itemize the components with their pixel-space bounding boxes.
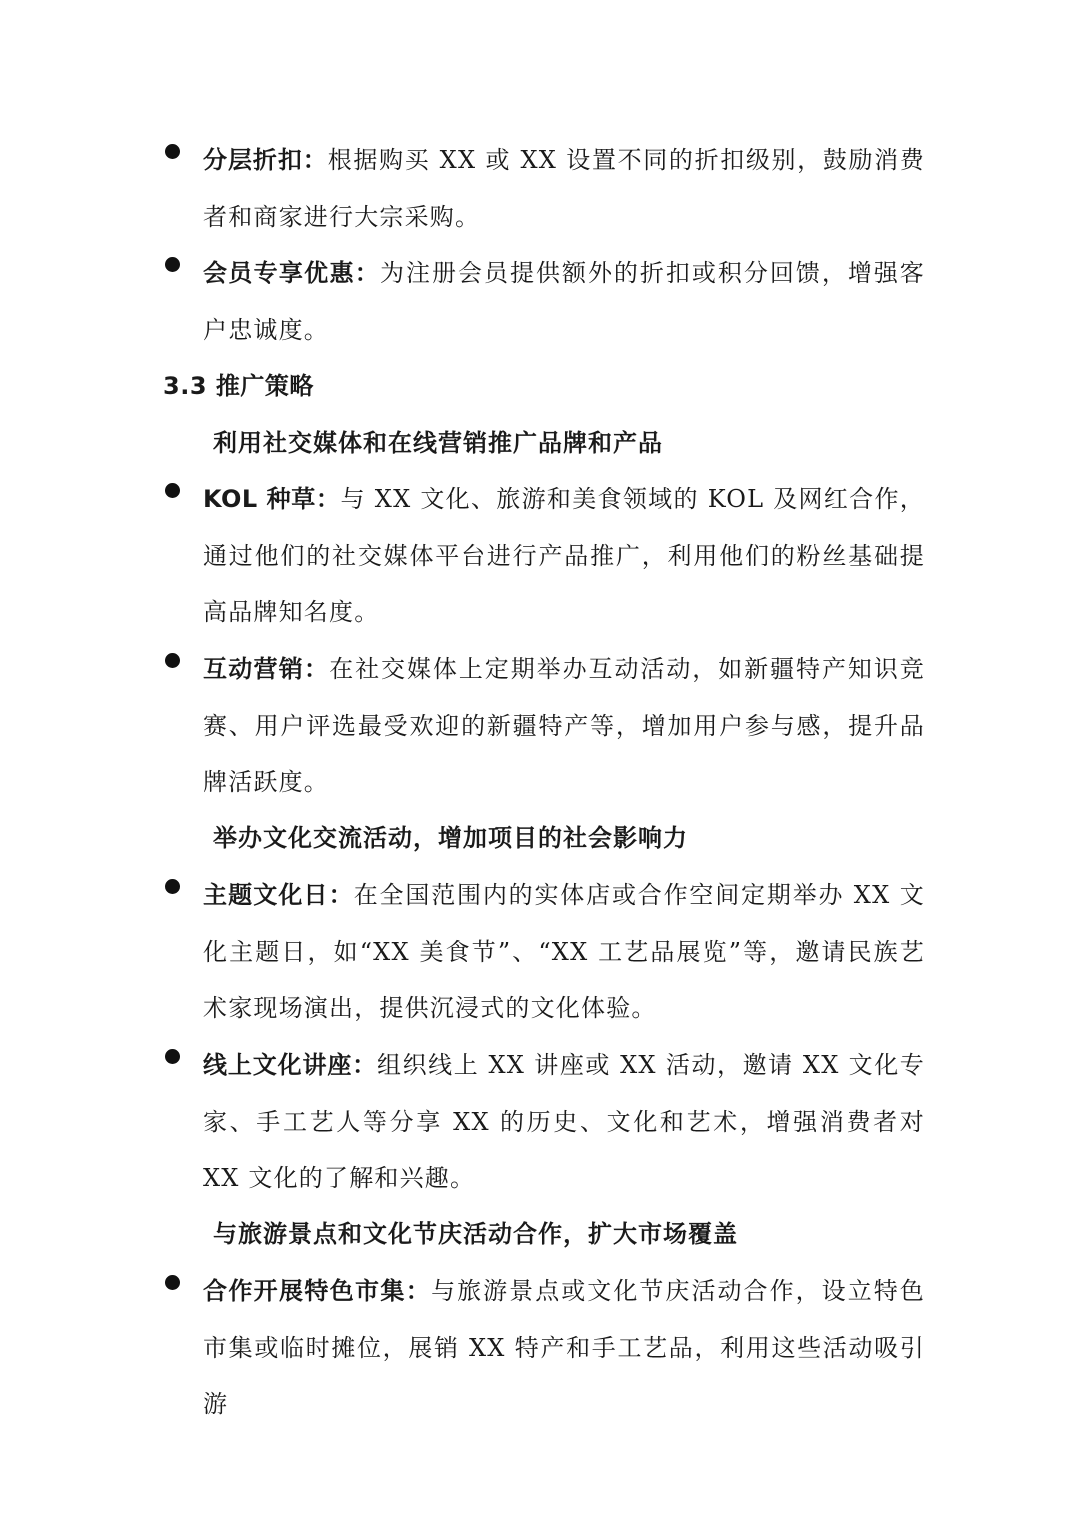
bullet-item-member-discount [165,245,925,358]
subheading-cultural-exchange: 举办文化交流活动，增加项目的社会影响力 [213,824,688,852]
bullet-body: 组织线上 XX 讲座或 XX 活动，邀请 XX 文化专家、手工艺人等分享 XX 的历史、文化和艺术，增强消费者对 XX 文化的了解和兴趣。 [203,1051,925,1192]
bullet-item-online-lecture [165,1037,925,1207]
bullet-dot-icon [165,653,180,668]
bullet-dot-icon [165,257,180,272]
bullet-dot-icon [165,879,180,894]
bullet-body: 为注册会员提供额外的折扣或积分回馈，增强客户忠诚度。 [203,259,926,344]
bullet-term: 主题文化日： [203,881,354,909]
bullet-item-theme-culture-day [165,867,925,1037]
subheading-social-media: 利用社交媒体和在线营销推广品牌和产品 [213,429,663,457]
bullet-dot-icon [165,1049,180,1064]
bullet-body: 根据购买 XX 或 XX 设置不同的折扣级别，鼓励消费者和商家进行大宗采购。 [203,146,925,231]
bullet-dot-icon [165,144,180,159]
bullet-body: 在社交媒体上定期举办互动活动，如新疆特产知识竞赛、用户评选最受欢迎的新疆特产等，增加用户参与感，提升品牌活跃度。 [203,655,925,796]
bullet-item-interactive-marketing [165,641,925,811]
bullet-term: 会员专享优惠： [203,259,381,287]
subheading-tourism-cooperation: 与旅游景点和文化节庆活动合作，扩大市场覆盖 [213,1220,738,1248]
bullet-term: 互动营销： [203,655,330,683]
section-heading: 3.3 推广策略 [163,372,314,400]
bullet-body: 与 XX 文化、旅游和美食领域的 KOL 及网红合作，通过他们的社交媒体平台进行产品推广，利用他们的粉丝基础提高品牌知名度。 [203,485,925,626]
bullet-dot-icon [165,1275,180,1290]
bullet-term: 分层折扣： [203,146,328,174]
bullet-term: 线上文化讲座： [203,1051,378,1079]
bullet-term: 合作开展特色市集： [203,1277,432,1305]
bullet-term: KOL 种草： [203,485,341,513]
bullet-dot-icon [165,483,180,498]
bullet-body: 在全国范围内的实体店或合作空间定期举办 XX 文化主题日，如“XX 美食节”、“XX 工艺品展览”等，邀请民族艺术家现场演出，提供沉浸式的文化体验。 [203,881,926,1022]
bullet-body: 与旅游景点或文化节庆活动合作，设立特色市集或临时摊位，展销 XX 特产和手工艺品，利用这些活动吸引游 [203,1277,925,1418]
bullet-item-tiered-discount [165,132,925,245]
bullet-item-special-market [165,1263,925,1433]
bullet-item-kol [165,471,925,641]
